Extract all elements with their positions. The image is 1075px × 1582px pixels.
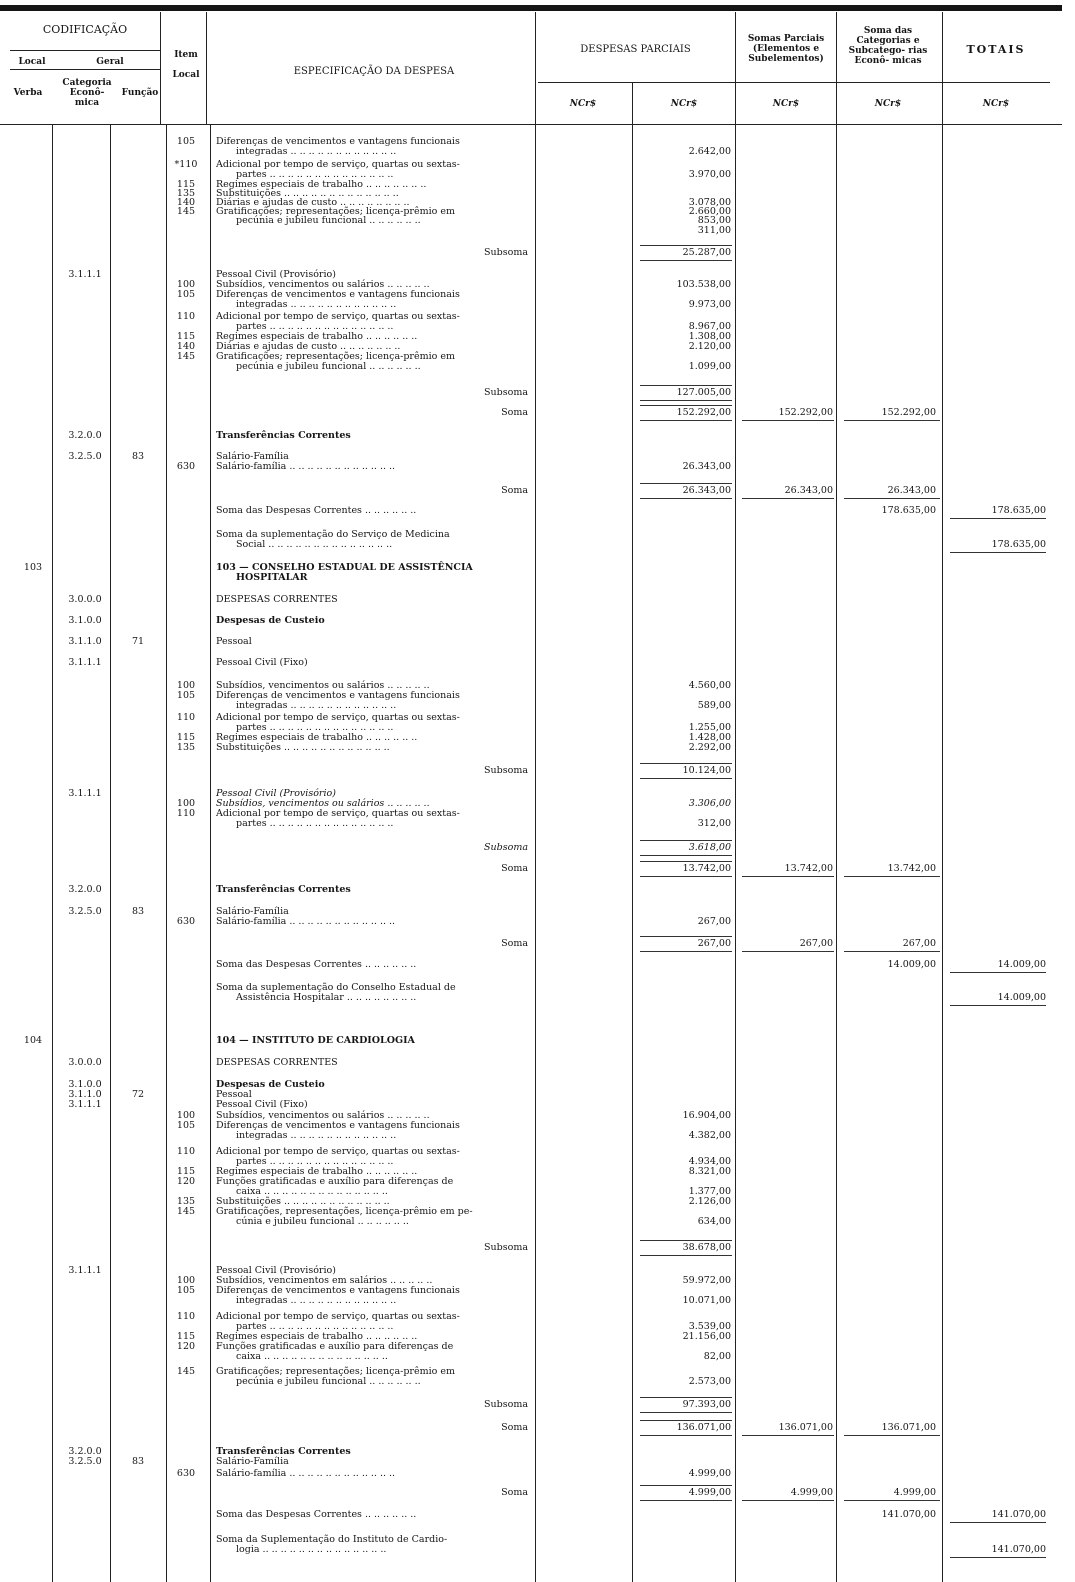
row-description: Diferenças de vencimentos e vantagens funcionais <box>216 289 460 300</box>
row-description: Subsoma <box>484 1399 528 1410</box>
row-description: 104 — INSTITUTO DE CARDIOLOGIA <box>216 1035 415 1046</box>
row-description: DESPESAS CORRENTES <box>216 1057 338 1068</box>
item-code: 105 <box>176 1120 196 1131</box>
amount-despesas-parciais: 2.642,00 <box>688 146 731 157</box>
item-code: 115 <box>176 1331 196 1342</box>
row-description: partes .. .. .. .. .. .. .. .. .. .. .. .. .. .. <box>236 722 394 733</box>
sum-rule <box>844 876 940 877</box>
row-description: Pessoal Civil (Provisório) <box>216 788 336 799</box>
category-code: 3.1.1.1 <box>68 657 102 668</box>
sum-rule <box>640 498 732 499</box>
item-code: 105 <box>176 289 196 300</box>
row-description: Subsoma <box>484 1242 528 1253</box>
amount-despesas-parciais: 4.560,00 <box>688 680 731 691</box>
function-code: 83 <box>131 451 145 462</box>
sum-rule <box>950 518 1046 519</box>
column-rule <box>735 12 736 1582</box>
row-description: partes .. .. .. .. .. .. .. .. .. .. .. .. .. .. <box>236 169 394 180</box>
item-code: 100 <box>176 680 196 691</box>
item-code: 145 <box>176 1206 196 1217</box>
category-code: 3.1.1.1 <box>68 788 102 799</box>
row-description: caixa .. .. .. .. .. .. .. .. .. .. .. .. .. .. <box>236 1186 388 1197</box>
function-code: 71 <box>131 636 145 647</box>
amount-despesas-parciais: 1.377,00 <box>688 1186 731 1197</box>
row-description: Adicional por tempo de serviço, quartas ou sextas- <box>216 311 460 322</box>
amount-despesas-parciais: 267,00 <box>697 916 731 927</box>
sum-rule <box>742 1500 834 1501</box>
item-code: 145 <box>176 351 196 362</box>
category-code: 3.2.5.0 <box>68 906 102 917</box>
item-code: 100 <box>176 1110 196 1121</box>
row-description: Pessoal Civil (Fixo) <box>216 1099 308 1110</box>
row-description: Gratificações; representações; licença-prêmio em <box>216 351 455 362</box>
item-code: 145 <box>176 206 196 217</box>
sum-rule <box>640 245 732 246</box>
column-rule <box>836 12 837 1582</box>
category-code: 3.1.0.0 <box>68 1079 102 1090</box>
row-description: Soma das Despesas Correntes .. .. .. .. .. .. <box>216 505 417 516</box>
row-description: Substituições .. .. .. .. .. .. .. .. .. .. .. .. .. <box>216 188 399 199</box>
header-especificacao: ESPECIFICAÇÃO DA DESPESA <box>293 66 455 77</box>
amount-somas-parciais: 26.343,00 <box>784 485 833 496</box>
item-code: 630 <box>176 1468 196 1479</box>
item-code: 110 <box>176 712 196 723</box>
category-code: 3.2.5.0 <box>68 1456 102 1467</box>
amount-despesas-parciais: 9.973,00 <box>688 299 731 310</box>
verba-code: 104 <box>23 1035 43 1046</box>
row-description: integradas .. .. .. .. .. .. .. .. .. .. .. .. <box>236 700 397 711</box>
item-code: 115 <box>176 331 196 342</box>
header-soma-categorias: Soma das Categorias e Subcatego- rias Econô- micas <box>848 26 928 66</box>
header-categoria: Categoria Econô- mica <box>62 78 112 108</box>
amount-despesas-parciais: 8.967,00 <box>688 321 731 332</box>
amount-despesas-parciais: 1.255,00 <box>688 722 731 733</box>
sum-rule <box>950 552 1046 553</box>
amount-despesas-parciais: 634,00 <box>697 1216 731 1227</box>
amount-soma-categorias: 13.742,00 <box>887 863 936 874</box>
sum-rule <box>640 1255 732 1256</box>
row-description: Adicional por tempo de serviço, quartas ou sextas- <box>216 1311 460 1322</box>
rule <box>10 69 160 70</box>
item-code: 135 <box>176 188 196 199</box>
amount-despesas-parciais: 8.321,00 <box>688 1166 731 1177</box>
row-description: Subsoma <box>484 387 528 398</box>
row-description: Salário-família .. .. .. .. .. .. .. .. .. .. .. .. <box>216 461 396 472</box>
sum-rule <box>640 1240 732 1241</box>
amount-soma-categorias: 141.070,00 <box>881 1509 936 1520</box>
category-code: 3.1.1.0 <box>68 1089 102 1100</box>
row-description: Soma das Despesas Correntes .. .. .. .. .. .. <box>216 1509 417 1520</box>
row-description: integradas .. .. .. .. .. .. .. .. .. .. .. .. <box>236 146 397 157</box>
item-code: 105 <box>176 690 196 701</box>
amount-despesas-parciais: 103.538,00 <box>676 279 731 290</box>
category-code: 3.0.0.0 <box>68 594 102 605</box>
row-description: logia .. .. .. .. .. .. .. .. .. .. .. .. .. .. <box>236 1544 387 1555</box>
amount-despesas-parciais: 16.904,00 <box>682 1110 731 1121</box>
row-description: pecúnia e jubileu funcional .. .. .. .. .. .. <box>236 361 421 372</box>
amount-soma-categorias: 178.635,00 <box>881 505 936 516</box>
amount-despesas-parciais: 3.970,00 <box>688 169 731 180</box>
row-description: Despesas de Custeio <box>216 1079 325 1090</box>
amount-despesas-parciais: 25.287,00 <box>682 247 731 258</box>
amount-despesas-parciais: 21.156,00 <box>682 1331 731 1342</box>
sum-rule <box>742 876 834 877</box>
row-description: Substituições .. .. .. .. .. .. .. .. .. .. .. .. <box>216 1196 390 1207</box>
item-code: 110 <box>176 311 196 322</box>
item-code: 110 <box>176 1311 196 1322</box>
category-code: 3.2.5.0 <box>68 451 102 462</box>
amount-soma-categorias: 152.292,00 <box>881 407 936 418</box>
header-verba: Verba <box>13 88 43 98</box>
amount-despesas-parciais: 1.428,00 <box>688 732 731 743</box>
sum-rule <box>844 420 940 421</box>
amount-despesas-parciais: 2.126,00 <box>688 1196 731 1207</box>
row-description: integradas .. .. .. .. .. .. .. .. .. .. .. .. <box>236 1295 397 1306</box>
sum-rule <box>640 763 732 764</box>
row-description: partes .. .. .. .. .. .. .. .. .. .. .. .. .. .. <box>236 1321 394 1332</box>
row-description: Soma <box>501 1487 528 1498</box>
amount-despesas-parciais: 82,00 <box>703 1351 731 1362</box>
row-description: integradas .. .. .. .. .. .. .. .. .. .. .. .. <box>236 1130 397 1141</box>
row-description: Gratificações; representações; licença-prêmio em <box>216 206 455 217</box>
sum-rule <box>950 972 1046 973</box>
column-rule <box>166 124 167 1582</box>
amount-despesas-parciais: 2.660,00 <box>688 206 731 217</box>
sum-rule <box>844 498 940 499</box>
amount-despesas-parciais: 97.393,00 <box>682 1399 731 1410</box>
row-description: Soma da suplementação do Conselho Estadual de <box>216 982 456 993</box>
rule <box>538 82 1050 83</box>
sum-rule <box>640 778 732 779</box>
amount-despesas-parciais: 4.999,00 <box>688 1487 731 1498</box>
amount-despesas-parciais: 13.742,00 <box>682 863 731 874</box>
item-code: 135 <box>176 1196 196 1207</box>
amount-despesas-parciais: 4.382,00 <box>688 1130 731 1141</box>
sum-rule <box>742 951 834 952</box>
row-description: Diárias e ajudas de custo .. .. .. .. .. .. .. <box>216 341 401 352</box>
row-description: Gratificações, representações, licença-prêmio em pe- <box>216 1206 473 1217</box>
amount-despesas-parciais: 2.292,00 <box>688 742 731 753</box>
row-description: Subsídios, vencimentos ou salários .. .. .. .. .. <box>216 680 430 691</box>
sum-rule <box>640 400 732 401</box>
function-code: 83 <box>131 906 145 917</box>
row-description: Adicional por tempo de serviço, quartas ou sextas- <box>216 1146 460 1157</box>
row-description: Adicional por tempo de serviço, quartas ou sextas- <box>216 808 460 819</box>
category-code: 3.2.0.0 <box>68 884 102 895</box>
row-description: partes .. .. .. .. .. .. .. .. .. .. .. .. .. .. <box>236 321 394 332</box>
row-description: Despesas de Custeio <box>216 615 325 626</box>
amount-despesas-parciais: 26.343,00 <box>682 485 731 496</box>
amount-soma-categorias: 26.343,00 <box>887 485 936 496</box>
row-description: Salário-família .. .. .. .. .. .. .. .. .. .. .. .. <box>216 1468 396 1479</box>
amount-soma-categorias: 4.999,00 <box>893 1487 936 1498</box>
category-code: 3.1.0.0 <box>68 615 102 626</box>
row-description: partes .. .. .. .. .. .. .. .. .. .. .. .. .. .. <box>236 1156 394 1167</box>
amount-despesas-parciais: 3.078,00 <box>688 197 731 208</box>
row-description: Pessoal <box>216 636 252 647</box>
amount-totais: 14.009,00 <box>997 959 1046 970</box>
sum-rule <box>950 1557 1046 1558</box>
item-code: 115 <box>176 732 196 743</box>
amount-despesas-parciais: 589,00 <box>697 700 731 711</box>
sum-rule <box>950 1005 1046 1006</box>
row-description: Diferenças de vencimentos e vantagens funcionais <box>216 690 460 701</box>
row-description: Pessoal <box>216 1089 252 1100</box>
row-description: Pessoal Civil (Provisório) <box>216 269 336 280</box>
amount-despesas-parciais: 312,00 <box>697 818 731 829</box>
sum-rule <box>640 1412 732 1413</box>
row-description: Assistência Hospitalar .. .. .. .. .. .. .. .. <box>236 992 417 1003</box>
header-funcao: Função <box>121 88 159 98</box>
item-code: 630 <box>176 916 196 927</box>
row-description: DESPESAS CORRENTES <box>216 594 338 605</box>
sum-rule <box>640 1485 732 1486</box>
amount-despesas-parciais: 3.539,00 <box>688 1321 731 1332</box>
row-description: Regimes especiais de trabalho .. .. .. .. .. .. .. <box>216 179 427 190</box>
sum-rule <box>844 1435 940 1436</box>
row-description: Soma <box>501 1422 528 1433</box>
amount-despesas-parciais: 3.306,00 <box>688 798 731 809</box>
verba-code: 103 <box>23 562 43 573</box>
amount-soma-categorias: 136.071,00 <box>881 1422 936 1433</box>
amount-totais: 141.070,00 <box>991 1544 1046 1555</box>
sum-rule <box>640 420 732 421</box>
amount-soma-categorias: 267,00 <box>902 938 936 949</box>
row-description: Funções gratificadas e auxílio para diferenças de <box>216 1176 454 1187</box>
row-description: Diferenças de vencimentos e vantagens funcionais <box>216 136 460 147</box>
sum-rule <box>640 260 732 261</box>
header-item-local: Item Local <box>172 50 200 80</box>
amount-despesas-parciais: 152.292,00 <box>676 407 731 418</box>
item-code: 140 <box>176 197 196 208</box>
header-local: Local <box>18 57 46 67</box>
sum-rule <box>640 1500 732 1501</box>
row-description: Soma <box>501 938 528 949</box>
amount-despesas-parciais: 1.099,00 <box>688 361 731 372</box>
column-rule <box>210 124 211 1582</box>
row-description: Transferências Correntes <box>216 884 351 895</box>
rule <box>10 50 160 51</box>
sum-rule <box>640 855 732 856</box>
row-description: Funções gratificadas e auxílio para diferenças de <box>216 1341 454 1352</box>
amount-totais: 178.635,00 <box>991 539 1046 550</box>
category-code: 3.2.0.0 <box>68 1446 102 1457</box>
amount-totais: 14.009,00 <box>997 992 1046 1003</box>
category-code: 3.2.0.0 <box>68 430 102 441</box>
row-description: Pessoal Civil (Provisório) <box>216 1265 336 1276</box>
header-despesas-parciais: DESPESAS PARCIAIS <box>580 44 691 55</box>
column-rule <box>632 82 633 1582</box>
currency-label: NCr$ <box>874 99 902 109</box>
column-rule <box>942 12 943 1582</box>
amount-despesas-parciais: 10.124,00 <box>682 765 731 776</box>
row-description: Adicional por tempo de serviço, quartas ou sextas- <box>216 712 460 723</box>
item-code: 120 <box>176 1341 196 1352</box>
sum-rule <box>640 936 732 937</box>
amount-despesas-parciais: 2.573,00 <box>688 1376 731 1387</box>
sum-rule <box>640 840 732 841</box>
item-code: 105 <box>176 136 196 147</box>
row-description: Salário-Família <box>216 906 289 917</box>
amount-despesas-parciais: 311,00 <box>697 225 731 236</box>
row-description: Subsídios, vencimentos ou salários .. .. .. .. .. <box>216 279 430 290</box>
row-description: Soma <box>501 407 528 418</box>
row-description: Subsoma <box>484 247 528 258</box>
amount-despesas-parciais: 4.934,00 <box>688 1156 731 1167</box>
sum-rule <box>640 405 732 406</box>
row-description: caixa .. .. .. .. .. .. .. .. .. .. .. .. .. .. <box>236 1351 388 1362</box>
category-code: 3.1.1.1 <box>68 269 102 280</box>
category-code: 3.1.1.1 <box>68 1265 102 1276</box>
row-description: Soma <box>501 485 528 496</box>
category-code: 3.1.1.1 <box>68 1099 102 1110</box>
sum-rule <box>742 420 834 421</box>
item-code: 100 <box>176 279 196 290</box>
row-description: Salário-família .. .. .. .. .. .. .. .. .. .. .. .. <box>216 916 396 927</box>
amount-despesas-parciais: 3.618,00 <box>688 842 731 853</box>
amount-despesas-parciais: 4.999,00 <box>688 1468 731 1479</box>
row-description: Subsoma <box>484 842 528 853</box>
header-somas-parciais: Somas Parciais (Elementos e Subelementos) <box>747 34 825 64</box>
amount-despesas-parciais: 267,00 <box>697 938 731 949</box>
sum-rule <box>742 498 834 499</box>
category-code: 3.0.0.0 <box>68 1057 102 1068</box>
row-description: Transferências Correntes <box>216 430 351 441</box>
item-code: 115 <box>176 1166 196 1177</box>
sum-rule <box>640 1397 732 1398</box>
amount-totais: 141.070,00 <box>991 1509 1046 1520</box>
sum-rule <box>950 1522 1046 1523</box>
row-description: 103 — CONSELHO ESTADUAL DE ASSISTÊNCIA <box>216 562 473 573</box>
row-description: Salário-Família <box>216 451 289 462</box>
header-totais: TOTAIS <box>966 43 1026 56</box>
amount-despesas-parciais: 127.005,00 <box>676 387 731 398</box>
row-description: Diferenças de vencimentos e vantagens funcionais <box>216 1120 460 1131</box>
row-description: Soma <box>501 863 528 874</box>
row-description: pecúnia e jubileu funcional .. .. .. .. .. .. <box>236 215 421 226</box>
amount-despesas-parciais: 26.343,00 <box>682 461 731 472</box>
amount-somas-parciais: 152.292,00 <box>778 407 833 418</box>
row-description: Regimes especiais de trabalho .. .. .. .. .. .. <box>216 732 418 743</box>
row-description: Diferenças de vencimentos e vantagens funcionais <box>216 1285 460 1296</box>
row-description: Soma da suplementação do Serviço de Medicina <box>216 529 450 540</box>
item-code: *110 <box>174 159 198 170</box>
column-rule <box>160 12 161 124</box>
row-description: Regimes especiais de trabalho .. .. .. .. .. .. <box>216 331 418 342</box>
amount-despesas-parciais: 136.071,00 <box>676 1422 731 1433</box>
row-description: Diárias e ajudas de custo .. .. .. .. .. .. .. .. <box>216 197 410 208</box>
column-rule <box>535 12 536 1582</box>
amount-totais: 178.635,00 <box>991 505 1046 516</box>
amount-somas-parciais: 136.071,00 <box>778 1422 833 1433</box>
function-code: 83 <box>131 1456 145 1467</box>
item-code: 110 <box>176 808 196 819</box>
amount-soma-categorias: 14.009,00 <box>887 959 936 970</box>
row-description: HOSPITALAR <box>236 572 308 583</box>
sum-rule <box>640 951 732 952</box>
item-code: 120 <box>176 1176 196 1187</box>
sum-rule <box>844 1500 940 1501</box>
item-code: 100 <box>176 798 196 809</box>
row-description: Soma das Despesas Correntes .. .. .. .. .. .. <box>216 959 417 970</box>
rule <box>0 124 1062 125</box>
sum-rule <box>640 876 732 877</box>
row-description: Adicional por tempo de serviço, quartas ou sextas- <box>216 159 460 170</box>
amount-somas-parciais: 13.742,00 <box>784 863 833 874</box>
item-code: 145 <box>176 1366 196 1377</box>
category-code: 3.1.1.0 <box>68 636 102 647</box>
function-code: 72 <box>131 1089 145 1100</box>
row-description: partes .. .. .. .. .. .. .. .. .. .. .. .. .. .. <box>236 818 394 829</box>
row-description: Regimes especiais de trabalho .. .. .. .. .. .. <box>216 1331 418 1342</box>
row-description: Soma da Suplementação do Instituto de Cardio- <box>216 1534 448 1545</box>
sum-rule <box>640 1420 732 1421</box>
column-rule <box>52 124 53 1582</box>
row-description: cúnia e jubileu funcional .. .. .. .. .. .. <box>236 1216 409 1227</box>
row-description: Social .. .. .. .. .. .. .. .. .. .. .. .. .. .. <box>236 539 393 550</box>
sum-rule <box>640 483 732 484</box>
row-description: Subsídios, vencimentos ou salários .. .. .. .. .. <box>216 798 430 809</box>
item-code: 140 <box>176 341 196 352</box>
row-description: Substituições .. .. .. .. .. .. .. .. .. .. .. .. <box>216 742 390 753</box>
currency-label: NCr$ <box>772 99 800 109</box>
amount-despesas-parciais: 853,00 <box>697 215 731 226</box>
amount-despesas-parciais: 10.071,00 <box>682 1295 731 1306</box>
item-code: 110 <box>176 1146 196 1157</box>
amount-despesas-parciais: 2.120,00 <box>688 341 731 352</box>
row-description: Subsoma <box>484 765 528 776</box>
header-geral: Geral <box>96 57 124 67</box>
header-codificacao: CODIFICAÇÃO <box>42 23 128 36</box>
amount-despesas-parciais: 38.678,00 <box>682 1242 731 1253</box>
row-description: pecúnia e jubileu funcional .. .. .. .. .. .. <box>236 1376 421 1387</box>
row-description: Salário-Família <box>216 1456 289 1467</box>
row-description: Gratificações; representações; licença-prêmio em <box>216 1366 455 1377</box>
currency-label: NCr$ <box>569 99 597 109</box>
currency-label: NCr$ <box>982 99 1010 109</box>
amount-despesas-parciais: 1.308,00 <box>688 331 731 342</box>
sum-rule <box>640 385 732 386</box>
row-description: Transferências Correntes <box>216 1446 351 1457</box>
item-code: 105 <box>176 1285 196 1296</box>
top-rule <box>0 5 1062 11</box>
item-code: 115 <box>176 179 196 190</box>
amount-somas-parciais: 267,00 <box>799 938 833 949</box>
sum-rule <box>844 951 940 952</box>
row-description: Pessoal Civil (Fixo) <box>216 657 308 668</box>
column-rule <box>110 124 111 1582</box>
row-description: Subsídios, vencimentos ou salários .. .. .. .. .. <box>216 1110 430 1121</box>
item-code: 100 <box>176 1275 196 1286</box>
column-rule <box>206 12 207 124</box>
sum-rule <box>742 1435 834 1436</box>
row-description: integradas .. .. .. .. .. .. .. .. .. .. .. .. <box>236 299 397 310</box>
currency-label: NCr$ <box>670 99 698 109</box>
sum-rule <box>640 861 732 862</box>
sum-rule <box>640 1435 732 1436</box>
item-code: 135 <box>176 742 196 753</box>
item-code: 630 <box>176 461 196 472</box>
amount-somas-parciais: 4.999,00 <box>790 1487 833 1498</box>
row-description: Regimes especiais de trabalho .. .. .. .. .. .. <box>216 1166 418 1177</box>
row-description: Subsídios, vencimentos em salários .. .. .. .. .. <box>216 1275 433 1286</box>
amount-despesas-parciais: 59.972,00 <box>682 1275 731 1286</box>
